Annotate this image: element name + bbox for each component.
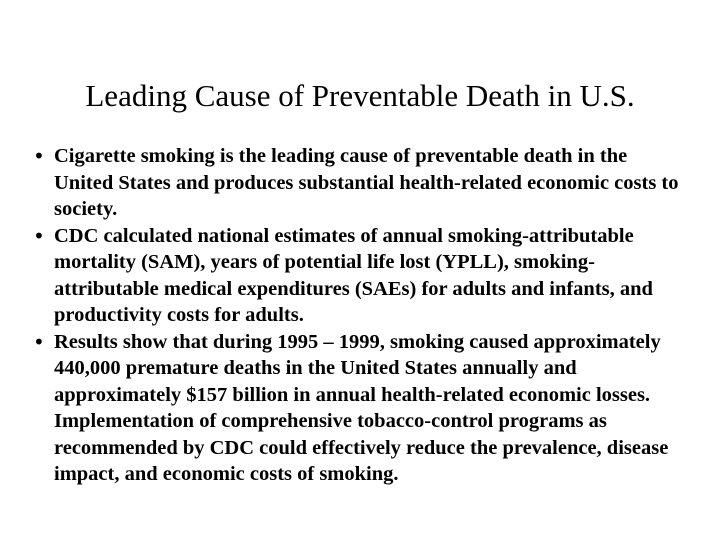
bullet-icon: • (33, 223, 45, 248)
bullet-text: Cigarette smoking is the leading cause of preventable death in the United States and produces substantial health-related economic costs to society. (54, 145, 679, 220)
bullet-text: Results show that during 1995 – 1999, smoking caused approximately 440,000 premature deaths in the United States annually and approximately $157 billion in annual health-related economic losses. Implementation of comprehensive tobacco-control programs as recommended by CDC could effectively reduce the prevalence, disease impact, and economic costs of smoking. (54, 330, 669, 485)
bullet-text: CDC calculated national estimates of annual smoking-attributable mortality (SAM), years of potential life lost (YPLL), smoking-attributable medical expenditures (SAEs) for adults and infants, and productivity costs for adults. (54, 224, 653, 326)
bullet-item (33, 329, 688, 488)
bullet-icon: • (33, 144, 45, 168)
slide-title: Leading Cause of Preventable Death in U.S. (85, 78, 635, 113)
bullet-item (33, 223, 688, 329)
bullet-icon: • (33, 329, 45, 354)
bullet-list (33, 143, 688, 488)
bullet-item (33, 143, 688, 223)
